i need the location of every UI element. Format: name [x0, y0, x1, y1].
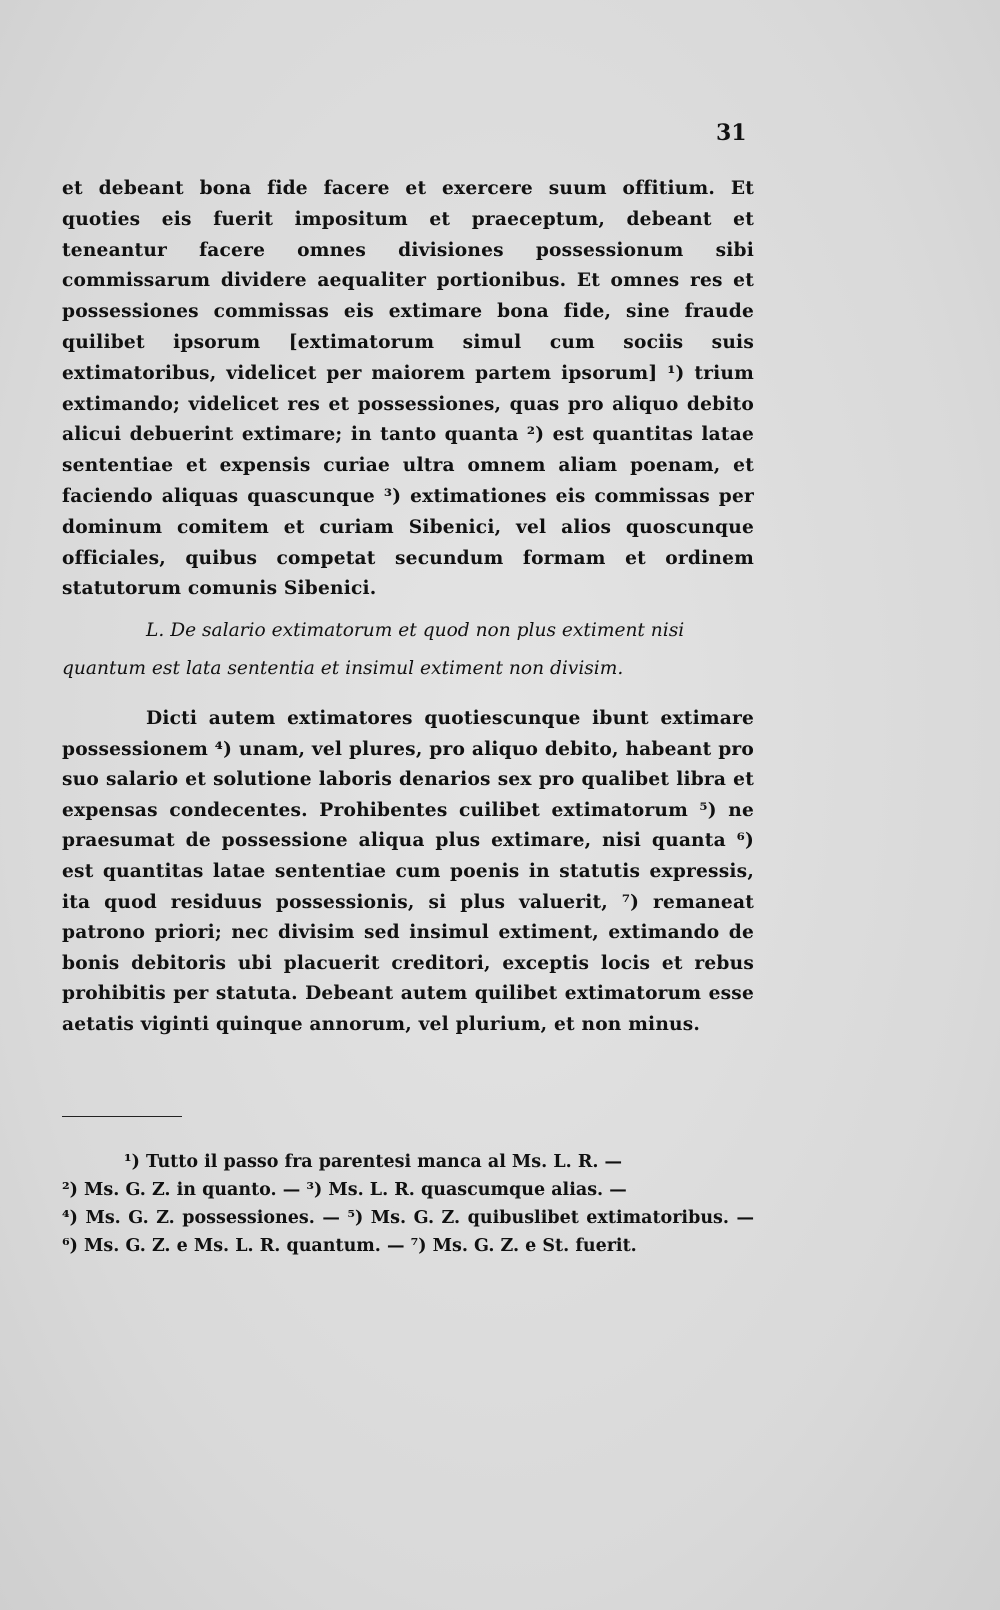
- footnote-line: ¹) Tutto il passo fra parentesi manca al Ms. L. R. —: [124, 1152, 623, 1172]
- section-title-text: De salario extimatorum et quod non plus extiment nisi quantum est lata sententia et insimul extiment non divisim.: [62, 620, 685, 679]
- body-text-2: [62, 704, 754, 1041]
- footnote-line: ²) Ms. G. Z. in quanto. — ³) Ms. L. R. quascumque alias. —: [62, 1180, 627, 1200]
- paragraph-1: et debeant bona fide facere et exercere suum offitium. Et quoties eis fuerit impositum et praeceptum, debeant et teneantur facere omnes divisiones possessionum sibi commissarum dividere aequaliter portionibus. Et omnes res et possessiones commissas eis extimare bona fide, sine fraude quilibet ipsorum [extimatorum simul cum sociis suis extimatoribus, videlicet per maiorem partem ipsorum] ¹) trium extimando; videlicet res et possessiones, quas pro aliquo debito alicui debuerint extimare; in tanto quanta ²) est quantitas latae sententiae et expensis curiae ultra omnem aliam poenam, et faciendo aliquas quascunque ³) extimationes eis commissas per dominum comitem et curiam Sibenici, vel alios quoscunque officiales, quibus competat secundum formam et ordinem statutorum comunis Sibenici.: [62, 178, 754, 600]
- section-title: [62, 612, 754, 688]
- section-heading: [62, 612, 754, 688]
- body-text: [62, 174, 754, 605]
- footnote-line: ⁴) Ms. G. Z. possessiones. — ⁵) Ms. G. Z. quibuslibet extimatoribus. — ⁶) Ms. G. Z. e Ms. L. R. quantum. — ⁷) Ms. G. Z. e St. fuerit.: [62, 1208, 754, 1256]
- section-number: L.: [146, 620, 165, 641]
- page-number: 31: [716, 120, 747, 146]
- footnotes: [62, 1148, 754, 1260]
- footnote-divider: [62, 1116, 182, 1117]
- paragraph-2: Dicti autem extimatores quotiescunque ibunt extimare possessionem ⁴) unam, vel plures, pro aliquo debito, habeant pro suo salario et solutione laboris denarios sex pro qualibet libra et expensas condecentes. Prohibentes cuilibet extimatorum ⁵) ne praesumat de possessione aliqua plus extimare, nisi quanta ⁶) est quantitas latae sententiae cum poenis in statutis expressis, ita quod residuus possessionis, si plus valuerit, ⁷) remaneat patrono priori; nec divisim sed insimul extiment, extimando de bonis debitoris ubi placuerit creditori, exceptis locis et rebus prohibitis per statuta. Debeant autem quilibet extimatorum esse aetatis viginti quinque annorum, vel plurium, et non minus.: [62, 708, 754, 1035]
